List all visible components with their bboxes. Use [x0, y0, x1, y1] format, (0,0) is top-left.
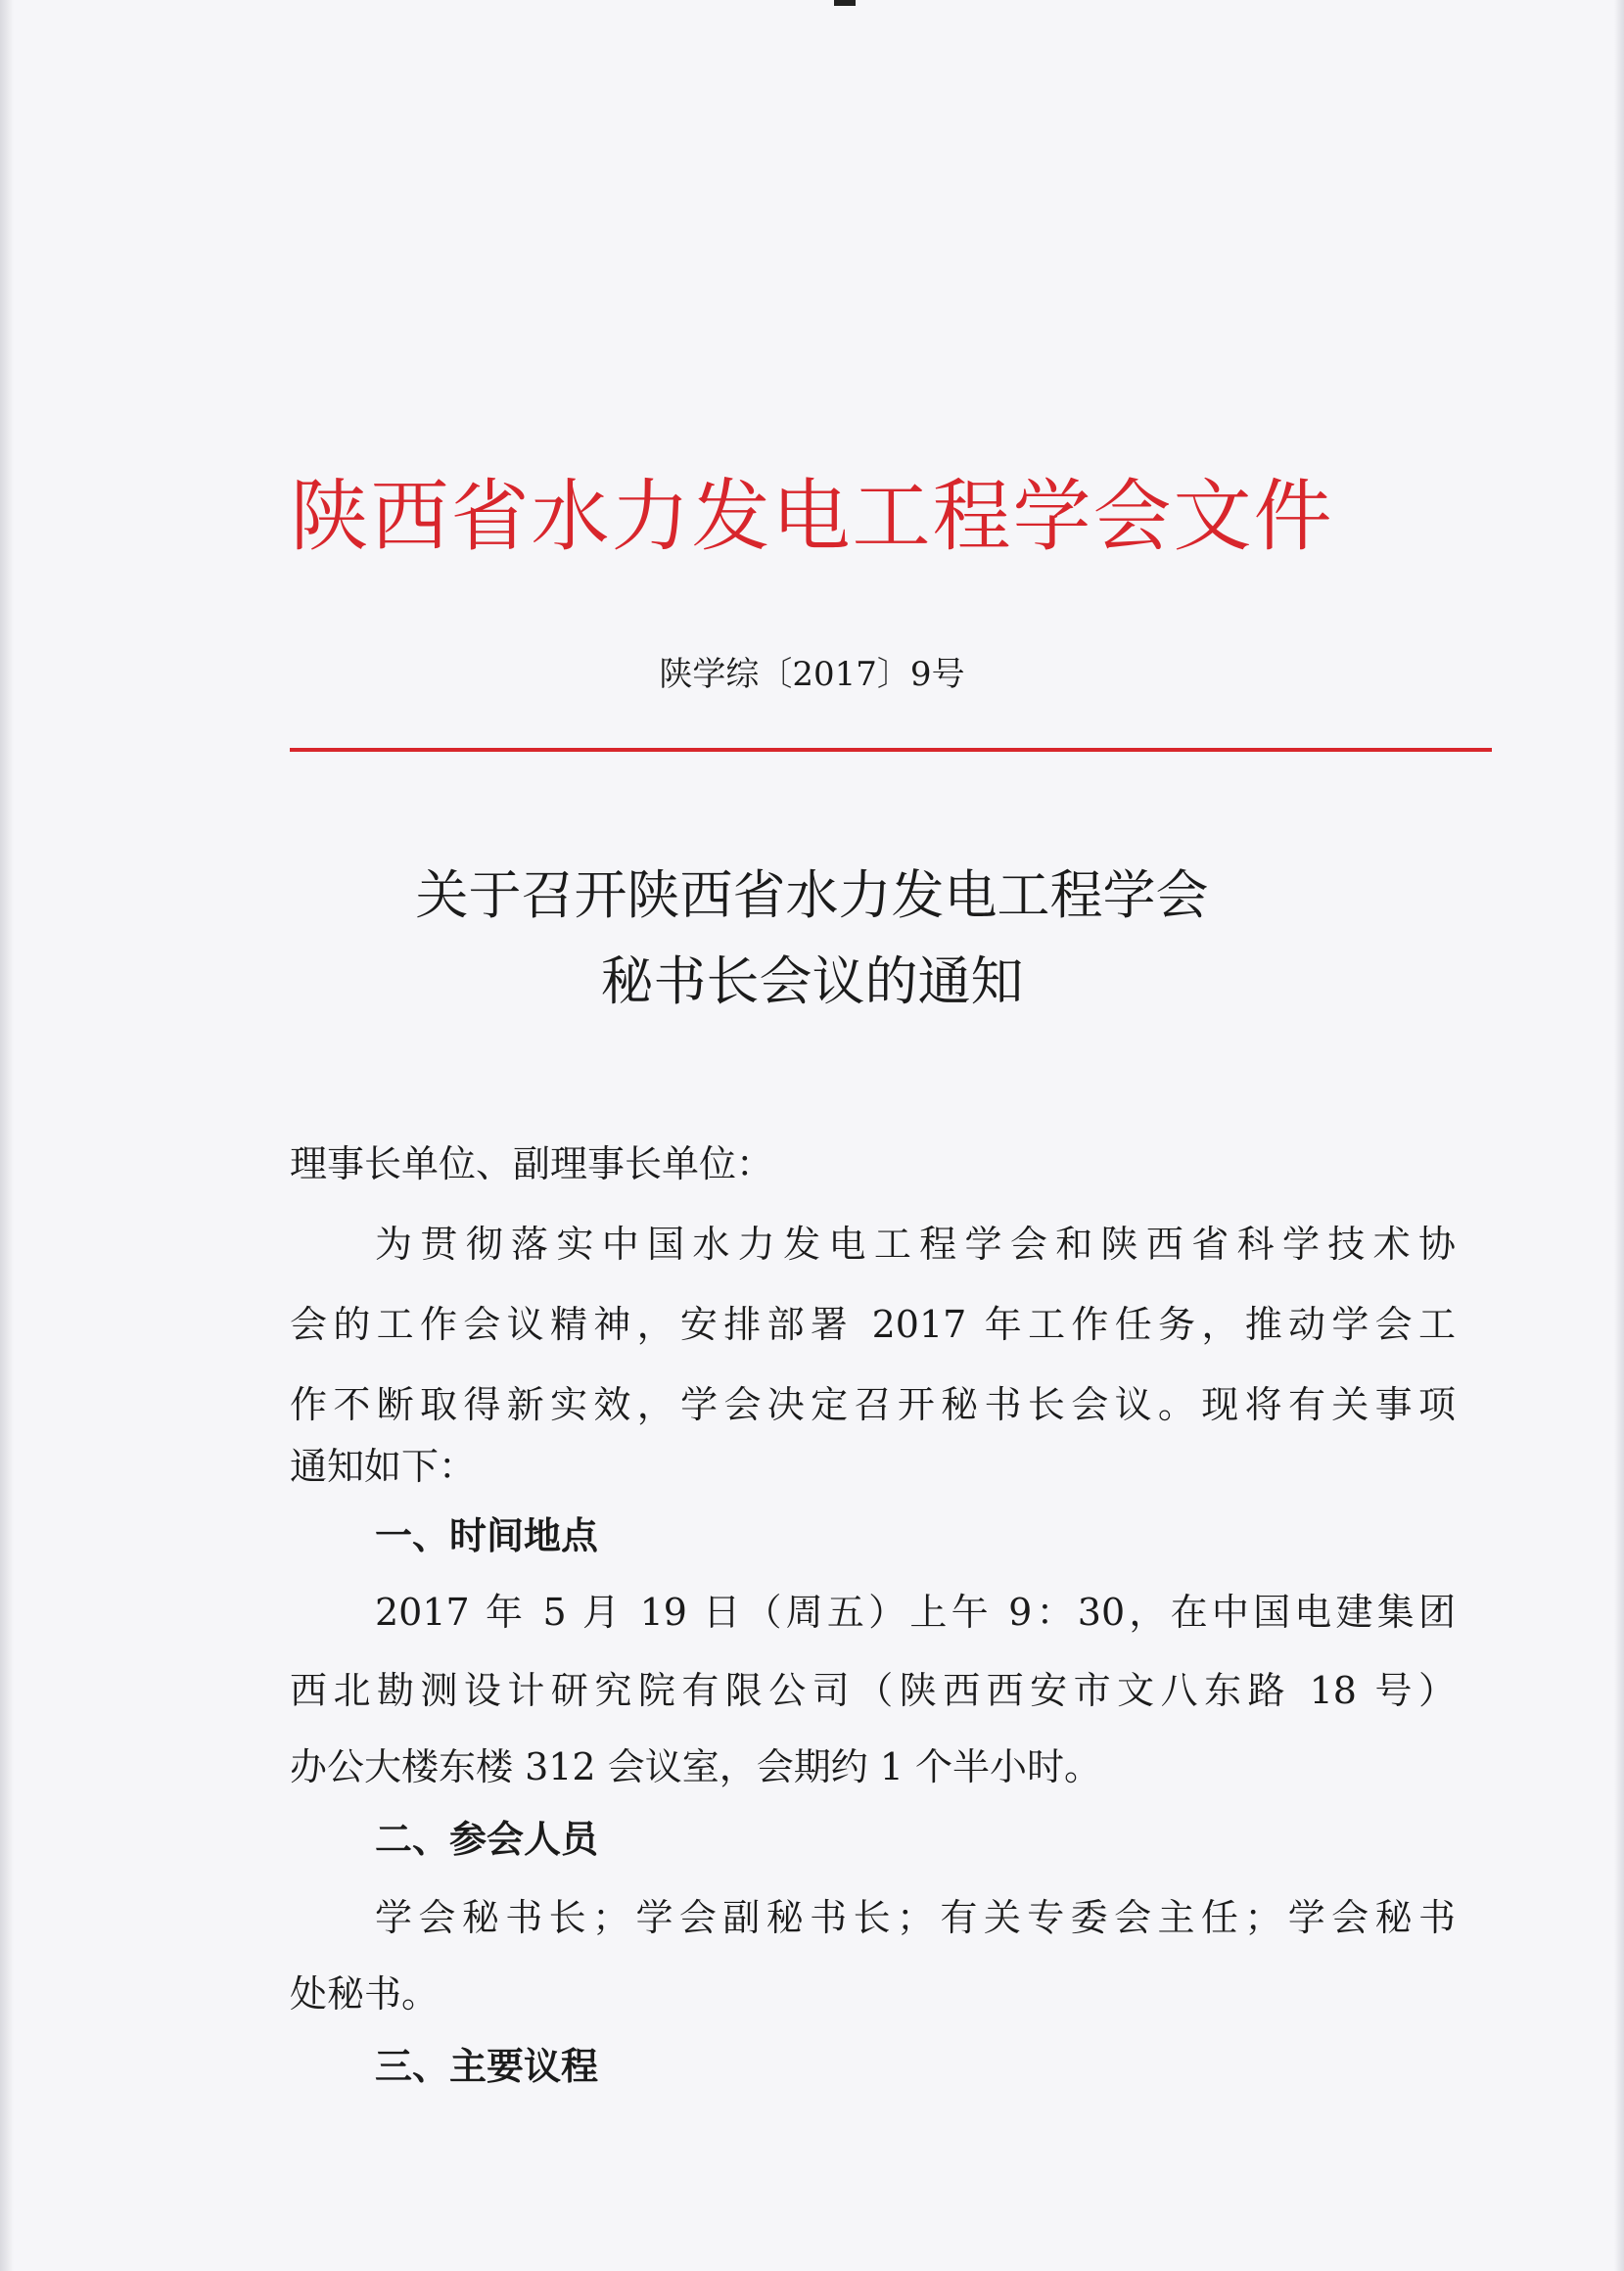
notice-title-line-2: 秘书长会议的通知: [600, 950, 1024, 1012]
section-line: 处秘书。: [290, 1972, 440, 2016]
section-heading-agenda: 三、主要议程: [375, 2045, 599, 2088]
section-heading-attendees: 二、参会人员: [375, 1818, 599, 1861]
intro-line: 通知如下：: [290, 1445, 477, 1488]
addressee: 理事长单位、副理事长单位：: [290, 1142, 774, 1185]
red-divider-line: [290, 748, 1492, 752]
scan-edge-left: [0, 0, 14, 2271]
section-line: 2017 年 5 月 19 日（周五）上午 9：30，在中国电建集团: [375, 1591, 1456, 1634]
scan-mark: [834, 0, 856, 6]
intro-line: 作不断取得新实效，学会决定召开秘书长会议。现将有关事项: [290, 1383, 1456, 1426]
intro-line: 为贯彻落实中国水力发电工程学会和陕西省科学技术协: [375, 1223, 1456, 1266]
organization-title: 陕西省水力发电工程学会文件: [290, 471, 1334, 562]
section-heading-time-location: 一、时间地点: [375, 1514, 599, 1557]
section-line: 学会秘书长；学会副秘书长；有关专委会主任；学会秘书: [375, 1896, 1456, 1939]
intro-line: 会的工作会议精神，安排部署 2017 年工作任务，推动学会工: [290, 1303, 1456, 1346]
scan-edge-right: [1614, 0, 1624, 2271]
notice-title-line-1: 关于召开陕西省水力发电工程学会: [415, 864, 1209, 926]
section-line: 办公大楼东楼 312 会议室，会期约 1 个半小时。: [290, 1745, 1102, 1788]
section-line: 西北勘测设计研究院有限公司（陕西西安市文八东路 18 号）: [290, 1669, 1456, 1712]
document-number: 陕学综〔2017〕9号: [659, 655, 965, 694]
